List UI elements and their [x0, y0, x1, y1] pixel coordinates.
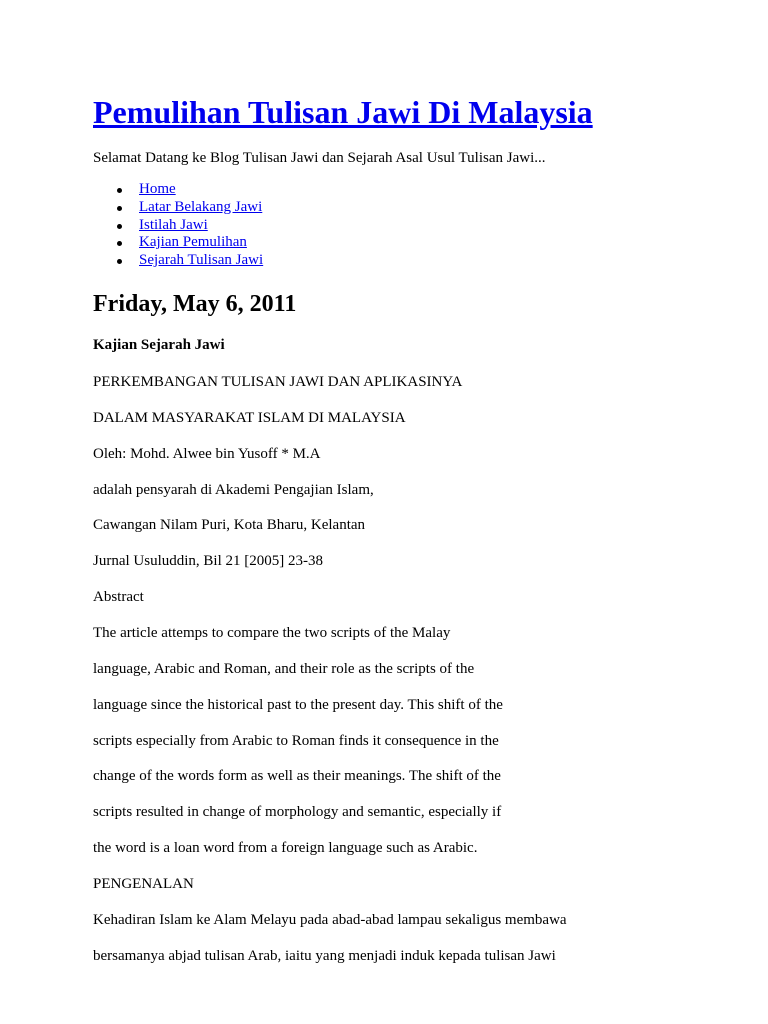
bullet-icon: [117, 224, 122, 229]
post-body-line: language, Arabic and Roman, and their role as the scripts of the: [93, 661, 475, 677]
nav-link-sejarah-tulisan-jawi[interactable]: Sejarah Tulisan Jawi: [139, 252, 264, 269]
post-body-line: The article attemps to compare the two scripts of the Malay: [93, 625, 451, 641]
post-body-line: scripts resulted in change of morphology and semantic, especially if: [93, 804, 502, 820]
nav-item-home: [93, 181, 263, 199]
post-title: Kajian Sejarah Jawi: [93, 337, 225, 353]
post-body-line: Kehadiran Islam ke Alam Melayu pada abad-abad lampau sekaligus membawa: [93, 912, 567, 928]
post-date-header: Friday, May 6, 2011: [93, 291, 297, 317]
nav-link-home[interactable]: Home: [139, 181, 176, 197]
nav-item-kajian-pemulihan: [93, 234, 263, 252]
nav-link-latar-belakang-jawi[interactable]: Latar Belakang Jawi: [139, 198, 263, 215]
blog-title-link[interactable]: Pemulihan Tulisan Jawi Di Malaysia: [93, 94, 593, 130]
blog-title: [93, 92, 593, 132]
nav-item-sejarah-tulisan-jawi: [93, 252, 263, 270]
post-body-line: bersamanya abjad tulisan Arab, iaitu yang menjadi induk kepada tulisan Jawi: [93, 948, 556, 964]
bullet-icon: [117, 206, 122, 211]
post-body-line: adalah pensyarah di Akademi Pengajian Islam,: [93, 482, 374, 498]
post-body-line: Jurnal Usuluddin, Bil 21 [2005] 23-38: [93, 553, 323, 569]
post-body-line: scripts especially from Arabic to Roman finds it consequence in the: [93, 733, 499, 749]
nav-list: [93, 181, 263, 270]
post-body-line: change of the words form as well as their meanings. The shift of the: [93, 768, 501, 784]
bullet-icon: [117, 188, 122, 193]
bullet-icon: [117, 241, 122, 246]
post-body-line: Oleh: Mohd. Alwee bin Yusoff * M.A: [93, 446, 321, 462]
post-body-line: language since the historical past to the present day. This shift of the: [93, 697, 503, 713]
bullet-icon: [117, 259, 122, 264]
post-body-line: PENGENALAN: [93, 876, 194, 892]
post-body-line: Abstract: [93, 589, 144, 605]
post-body-line: DALAM MASYARAKAT ISLAM DI MALAYSIA: [93, 410, 406, 426]
nav-link-kajian-pemulihan[interactable]: Kajian Pemulihan: [139, 234, 247, 251]
post-body-line: Cawangan Nilam Puri, Kota Bharu, Kelantan: [93, 517, 366, 533]
nav-link-istilah-jawi[interactable]: Istilah Jawi: [139, 216, 208, 233]
nav-item-latar-belakang-jawi: [93, 199, 263, 217]
nav-item-istilah-jawi: [93, 217, 263, 235]
post-body-line: the word is a loan word from a foreign language such as Arabic.: [93, 840, 478, 856]
blog-tagline: Selamat Datang ke Blog Tulisan Jawi dan Sejarah Asal Usul Tulisan Jawi...: [93, 150, 546, 166]
post-body-line: PERKEMBANGAN TULISAN JAWI DAN APLIKASINYA: [93, 374, 463, 390]
